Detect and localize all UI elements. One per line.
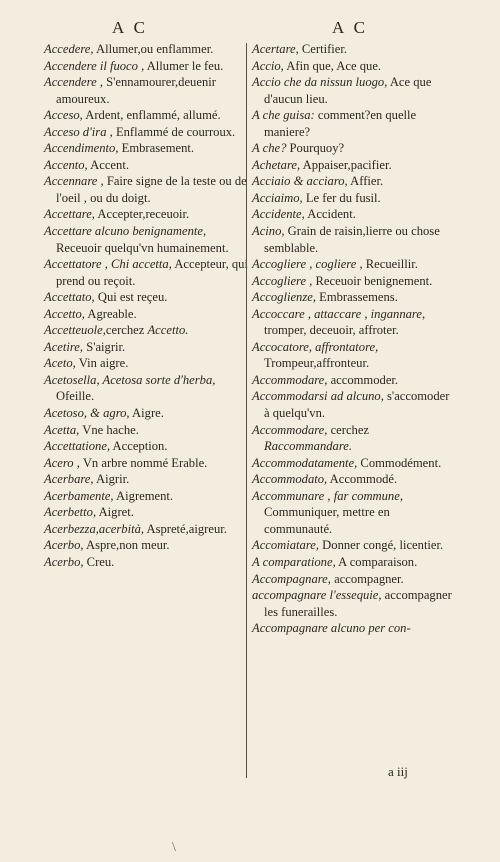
entry-definition: Pourquoy? bbox=[286, 141, 345, 156]
entry-headword: Accompagnare alcuno per con- bbox=[252, 621, 411, 636]
entry-definition: accommoder. bbox=[327, 372, 399, 387]
dictionary-entry bbox=[252, 554, 457, 571]
dictionary-entry bbox=[44, 322, 249, 339]
header-right: A C bbox=[332, 18, 368, 37]
entry-definition: Receuoir benignement. bbox=[312, 273, 433, 288]
dictionary-entry bbox=[44, 107, 249, 124]
entry-definition: Grain de raisin,lierre ou chose semblable. bbox=[264, 224, 440, 255]
dictionary-entry bbox=[252, 173, 457, 190]
dictionary-entry bbox=[252, 620, 457, 637]
entry-headword: Acceso d'ira , bbox=[44, 124, 113, 139]
entry-definition: Afin que, Ace que. bbox=[283, 58, 382, 73]
dictionary-entry bbox=[44, 173, 249, 206]
signature-mark: a iij bbox=[388, 764, 408, 779]
dictionary-entry bbox=[44, 140, 249, 157]
entry-headword: Accettare, bbox=[44, 207, 95, 222]
dictionary-entry bbox=[44, 504, 249, 521]
entry-definition: s'accomoder à quelqu'vn. bbox=[264, 389, 450, 421]
entry-definition: cerchez bbox=[105, 323, 148, 338]
entry-headword: Accommodare, bbox=[252, 422, 328, 437]
entry-definition: cerchez bbox=[327, 422, 370, 437]
entry-definition: Creu. bbox=[83, 554, 115, 569]
entry-definition: Embrasement. bbox=[118, 141, 195, 156]
entry-headword: Accomiatare, bbox=[252, 538, 320, 553]
entry-definition: Accepter,receuoir. bbox=[94, 207, 190, 222]
entry-definition: S'ennamourer,deuenir amoureux. bbox=[56, 75, 216, 106]
entry-definition: Aigrement. bbox=[113, 488, 174, 503]
dictionary-entry bbox=[44, 554, 249, 571]
entry-headword: Accommodato, bbox=[252, 472, 328, 487]
entry-headword: Accettatore , Chi accetta, bbox=[44, 257, 172, 272]
entry-headword: Accendere il fuoco , bbox=[44, 58, 145, 73]
entry-cross-reference: Raccommandare. bbox=[264, 439, 353, 454]
dictionary-entry bbox=[252, 41, 457, 58]
entry-headword: Achetare, bbox=[252, 157, 301, 172]
entry-headword: Accompagnare, bbox=[252, 571, 331, 586]
dictionary-entry bbox=[252, 273, 457, 290]
dictionary-entry bbox=[44, 521, 249, 538]
dictionary-entry bbox=[44, 355, 249, 372]
dictionary-entry bbox=[44, 124, 249, 141]
entry-headword: Accettato, bbox=[44, 290, 95, 305]
entry-definition: Faire signe de la teste ou de l'oeil , ou du doigt. bbox=[56, 174, 247, 205]
dictionary-entry bbox=[252, 206, 457, 223]
entry-definition: Embrassemens. bbox=[316, 290, 398, 305]
dictionary-entry bbox=[44, 206, 249, 223]
entry-definition: Enflammé de courroux. bbox=[112, 124, 236, 139]
dictionary-entry bbox=[252, 107, 457, 140]
entry-headword: Acetosella, Acetosa sorte d'herba, bbox=[44, 372, 216, 387]
entry-headword: Accommodatamente, bbox=[252, 455, 358, 470]
dictionary-entry bbox=[252, 372, 457, 389]
entry-headword: A che? bbox=[252, 141, 287, 156]
entry-definition: Vin aigre. bbox=[75, 356, 129, 371]
column-divider bbox=[246, 43, 247, 778]
entry-headword: Accendimento, bbox=[44, 141, 119, 156]
dictionary-entry bbox=[252, 74, 457, 107]
entry-headword: Acerbetto, bbox=[44, 505, 97, 520]
entry-definition: Recueillir. bbox=[362, 257, 418, 272]
entry-headword: Accommunare , far commune, bbox=[252, 488, 403, 503]
dictionary-entry bbox=[44, 256, 249, 289]
entry-headword: A che guisa: bbox=[252, 108, 315, 123]
dictionary-entry bbox=[44, 289, 249, 306]
dictionary-entry bbox=[44, 58, 249, 75]
entry-headword: A comparatione, bbox=[252, 554, 336, 569]
entry-definition: Appaiser,pacifier. bbox=[300, 157, 392, 172]
dictionary-entry bbox=[252, 256, 457, 273]
running-header bbox=[40, 18, 458, 40]
entry-definition: Vn arbre nommé Erable. bbox=[79, 455, 208, 470]
entry-definition: Ardent, enflammé, allumé. bbox=[82, 108, 221, 123]
entry-definition: S'aigrir. bbox=[83, 339, 126, 354]
entry-definition: accompagner. bbox=[330, 571, 404, 586]
entry-definition: Communiquer, mettre en communauté. bbox=[264, 505, 390, 536]
entry-definition: Commodément. bbox=[357, 455, 442, 470]
entry-headword: Accedere, bbox=[44, 42, 94, 56]
entry-headword: Acciaimo, bbox=[252, 190, 303, 205]
dictionary-entry bbox=[252, 571, 457, 588]
entry-headword: Accoccare , attaccare , ingannare, bbox=[252, 306, 426, 321]
dictionary-entry bbox=[44, 405, 249, 422]
dictionary-entry bbox=[252, 58, 457, 75]
entry-headword: Accio, bbox=[252, 58, 284, 73]
dictionary-entry bbox=[252, 537, 457, 554]
dictionary-entry bbox=[44, 372, 249, 405]
entry-headword: Accommodarsi ad alcuno, bbox=[252, 389, 384, 404]
dictionary-entry bbox=[252, 455, 457, 472]
dictionary-entry bbox=[44, 74, 249, 107]
dictionary-entry bbox=[252, 422, 457, 455]
dictionary-entry bbox=[252, 289, 457, 306]
entry-definition: Receuoir quelqu'vn humainement. bbox=[56, 240, 229, 255]
dictionary-entry bbox=[252, 488, 457, 538]
entry-definition: Accident. bbox=[304, 207, 356, 222]
entry-headword: Acetoso, & agro, bbox=[44, 406, 130, 421]
entry-headword: Acertare, bbox=[252, 42, 299, 56]
entry-definition: accompagner les funerailles. bbox=[264, 588, 452, 619]
entry-headword: Accettare alcuno benignamente, bbox=[44, 224, 207, 239]
entry-headword: Acerbezza,acerbità, bbox=[44, 521, 145, 536]
entry-headword: Acerbo, bbox=[44, 554, 84, 569]
dictionary-entry bbox=[252, 140, 457, 157]
dictionary-entry bbox=[252, 587, 457, 620]
dictionary-entry bbox=[252, 306, 457, 339]
entry-definition: Aigre. bbox=[129, 406, 164, 421]
dictionary-entry bbox=[252, 339, 457, 372]
entry-headword: Acero , bbox=[44, 455, 80, 470]
entry-definition: Ofeille. bbox=[56, 389, 95, 404]
header-left: A C bbox=[112, 18, 148, 37]
entry-headword: Accoglienze, bbox=[252, 290, 316, 305]
entry-definition: Affier. bbox=[347, 174, 384, 189]
entry-headword: Acerbamente, bbox=[44, 488, 114, 503]
dictionary-entry bbox=[252, 388, 457, 421]
entry-headword: Accento, bbox=[44, 157, 88, 172]
entry-headword: Acetire, bbox=[44, 339, 84, 354]
entry-definition: Acception. bbox=[110, 439, 168, 454]
entry-headword: Accetto, bbox=[44, 306, 85, 321]
entry-definition: Aspreté,aigreur. bbox=[144, 521, 227, 536]
entry-definition: Allumer le feu. bbox=[144, 58, 224, 73]
dictionary-entry bbox=[252, 190, 457, 207]
entry-headword: Acciaio & acciaro, bbox=[252, 174, 348, 189]
dictionary-entry bbox=[252, 471, 457, 488]
entry-headword: Accommodare, bbox=[252, 372, 328, 387]
dictionary-entry bbox=[44, 223, 249, 256]
left-column bbox=[44, 41, 249, 571]
entry-headword: accompagnare l'essequie, bbox=[252, 588, 382, 603]
entry-definition: tromper, deceuoir, affroter. bbox=[264, 323, 399, 338]
right-column bbox=[252, 41, 457, 637]
entry-definition: Aigret. bbox=[96, 505, 134, 520]
entry-headword: Aceto, bbox=[44, 356, 76, 371]
entry-definition: Aspre,non meur. bbox=[83, 538, 170, 553]
dictionary-page bbox=[40, 18, 458, 778]
entry-definition: Trompeur,affronteur. bbox=[264, 356, 370, 371]
entry-headword: Acerbo, bbox=[44, 538, 84, 553]
entry-definition: Accent. bbox=[87, 157, 129, 172]
entry-definition: Vne hache. bbox=[79, 422, 139, 437]
entry-headword: Accidente, bbox=[252, 207, 305, 222]
entry-headword: Accocatore, affrontatore, bbox=[252, 339, 379, 354]
entry-headword: Accogliere , bbox=[252, 273, 313, 288]
entry-headword: Accennare , bbox=[44, 174, 104, 189]
entry-definition: Agreable. bbox=[84, 306, 137, 321]
entry-headword: Acceso, bbox=[44, 108, 83, 123]
entry-definition: Le fer du fusil. bbox=[302, 190, 381, 205]
entry-definition: comment?en quelle maniere? bbox=[264, 108, 417, 139]
dictionary-entry bbox=[44, 339, 249, 356]
entry-definition: A comparaison. bbox=[335, 554, 418, 569]
dictionary-entry bbox=[44, 438, 249, 455]
dictionary-entry bbox=[44, 41, 249, 58]
entry-headword: Acino, bbox=[252, 224, 285, 239]
entry-headword: Accogliere , cogliere , bbox=[252, 257, 363, 272]
entry-definition: Certifier. bbox=[298, 42, 348, 56]
dictionary-entry bbox=[252, 157, 457, 174]
dictionary-entry bbox=[44, 537, 249, 554]
dictionary-entry bbox=[44, 157, 249, 174]
entry-definition: Allumer,ou enflammer. bbox=[93, 42, 214, 56]
dictionary-entry bbox=[44, 488, 249, 505]
entry-headword: Accio che da nissun luogo, bbox=[252, 75, 388, 90]
dictionary-entry bbox=[44, 306, 249, 323]
dictionary-entry bbox=[252, 223, 457, 256]
entry-definition: Ace que d'aucun lieu. bbox=[264, 75, 432, 106]
entry-headword: Accendere , bbox=[44, 75, 103, 90]
dictionary-entry bbox=[44, 422, 249, 439]
entry-headword: Accettatione, bbox=[44, 439, 111, 454]
entry-headword: Accetteuole, bbox=[44, 323, 106, 338]
entry-headword: Acerbare, bbox=[44, 472, 94, 487]
entry-definition: Accepteur, qui prend ou reçoit. bbox=[56, 257, 248, 288]
entry-definition: Donner congé, licentier. bbox=[319, 538, 444, 553]
entry-definition: Aigrir. bbox=[93, 472, 130, 487]
entry-definition: Accommodé. bbox=[327, 472, 398, 487]
entry-definition: Qui est reçeu. bbox=[94, 290, 168, 305]
dictionary-entry bbox=[44, 455, 249, 472]
bottom-mark: \ bbox=[172, 840, 176, 855]
entry-cross-reference: Accetto. bbox=[147, 323, 189, 338]
entry-headword: Acetta, bbox=[44, 422, 80, 437]
dictionary-entry bbox=[44, 471, 249, 488]
